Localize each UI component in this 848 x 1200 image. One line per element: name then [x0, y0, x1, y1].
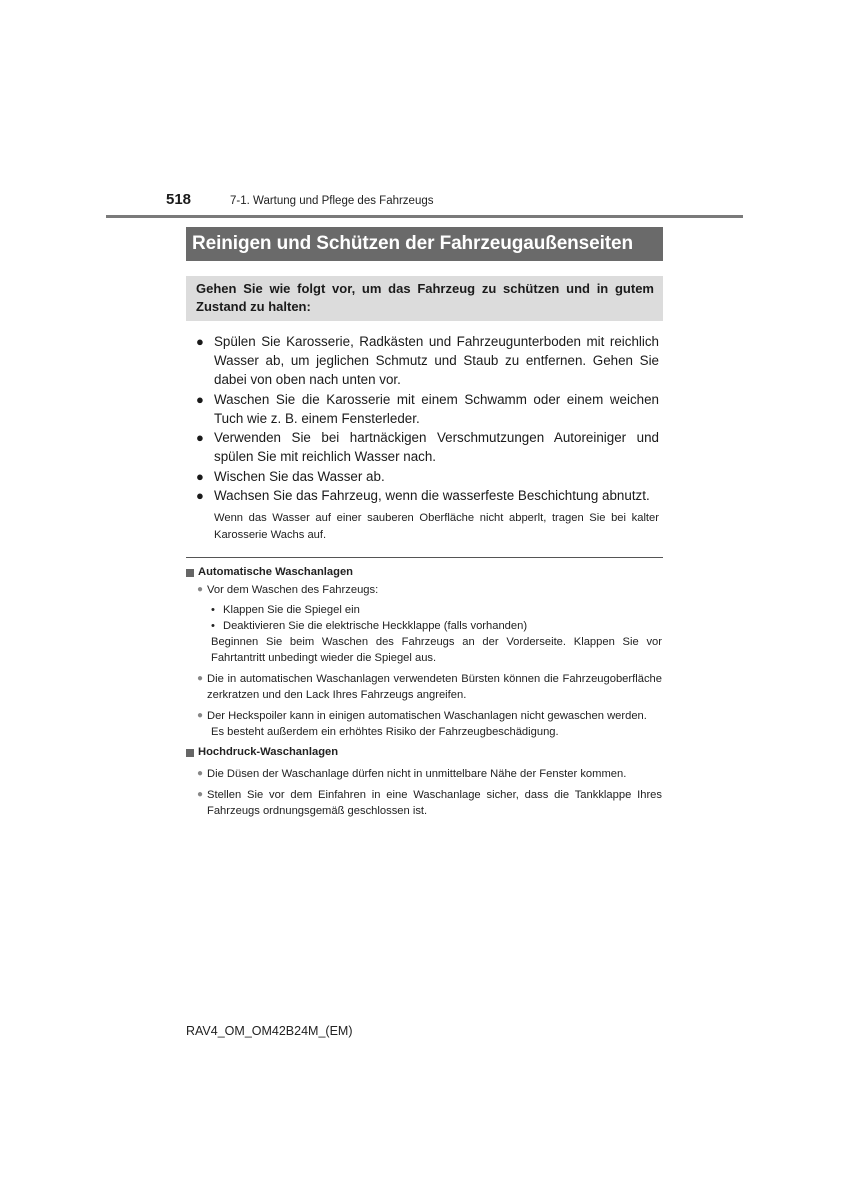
- info-section: [186, 564, 662, 819]
- info-item: [197, 766, 662, 782]
- list-item-text: Wachsen Sie das Fahrzeug, wenn die wasserfeste Beschichtung abnutzt.: [214, 488, 650, 503]
- sub-heading-highpressure: [186, 744, 662, 761]
- sub-list-item: [211, 618, 662, 634]
- bullet-dot-icon: ●: [196, 391, 204, 407]
- header-rule: [106, 215, 743, 218]
- bullet-dot-icon: ●: [196, 334, 204, 349]
- footer-doc-code: RAV4_OM_OM42B24M_(EM): [186, 1024, 353, 1038]
- list-item: [196, 390, 659, 428]
- info-item: [197, 708, 662, 724]
- sub-heading-text: Hochdruck-Waschanlagen: [198, 746, 339, 758]
- info-item-text: Die Düsen der Waschanlage dürfen nicht in unmittelbare Nähe der Fenster kommen.: [207, 768, 627, 780]
- circle-bullet-icon: ●: [197, 789, 204, 800]
- wax-note: Wenn das Wasser auf einer sauberen Oberfläche nicht abperlt, tragen Sie bei kalter Karosserie Wachs auf.: [214, 512, 659, 541]
- info-item-continuation: Beginnen Sie beim Waschen des Fahrzeugs an der Vorderseite. Klappen Sie vor Fahrtantritt unbedingt wieder die Spiegel aus.: [211, 636, 662, 664]
- sub-list-item-text: Deaktivieren Sie die elektrische Heckklappe (falls vorhanden): [223, 620, 528, 632]
- list-item-text: Verwenden Sie bei hartnäckigen Verschmutzungen Autoreiniger und spülen Sie mit reichlich Wasser nach.: [214, 430, 659, 464]
- list-item: [196, 486, 659, 505]
- circle-bullet-icon: ●: [197, 584, 204, 595]
- section-divider: [186, 557, 663, 558]
- list-item: [196, 467, 659, 486]
- list-item: [196, 332, 659, 389]
- square-bullet-icon: [186, 749, 194, 757]
- info-item: [197, 582, 662, 598]
- bullet-dot-icon: ●: [196, 430, 204, 445]
- sub-list-item-text: Klappen Sie die Spiegel ein: [223, 604, 360, 616]
- sub-heading-automatic: [186, 564, 662, 581]
- square-bullet-icon: [186, 569, 194, 577]
- intro-box: Gehen Sie wie folgt vor, um das Fahrzeug zu schützen und in gutem Zustand zu halten:: [186, 276, 663, 321]
- circle-bullet-icon: ●: [197, 710, 204, 721]
- list-item-text: Waschen Sie die Karosserie mit einem Schwamm oder einem weichen Tuch wie z. B. einem Fensterleder.: [214, 391, 659, 426]
- small-bullet-icon: •: [211, 604, 215, 616]
- list-item-text: Spülen Sie Karosserie, Radkästen und Fahrzeugunterboden mit reichlich Wasser ab, um jeglichen Schmutz und Staub zu entfernen. Gehen Sie dabei von oben nach unten vor.: [214, 334, 659, 387]
- bullet-list: [196, 332, 659, 544]
- page-title: Reinigen und Schützen der Fahrzeugaußenseiten: [192, 233, 633, 254]
- list-item: [196, 428, 659, 466]
- info-item: [197, 787, 662, 819]
- info-item-text: Der Heckspoiler kann in einigen automatischen Waschanlagen nicht gewaschen werden.: [207, 710, 647, 722]
- small-bullet-icon: •: [211, 620, 215, 632]
- list-item-text: Wischen Sie das Wasser ab.: [214, 468, 385, 484]
- bullet-dot-icon: ●: [196, 468, 204, 484]
- bullet-dot-icon: ●: [196, 488, 204, 503]
- info-item-continuation: Es besteht außerdem ein erhöhtes Risiko der Fahrzeugbeschädigung.: [211, 726, 559, 738]
- info-item-text: Vor dem Waschen des Fahrzeugs:: [207, 584, 379, 596]
- section-path: 7-1. Wartung und Pflege des Fahrzeugs: [230, 195, 434, 207]
- sub-list-item: [211, 602, 662, 618]
- info-item-text: Die in automatischen Waschanlagen verwendeten Bürsten können die Fahrzeugoberfläche zerkratzen und den Lack Ihres Fahrzeugs angreifen.: [207, 673, 662, 701]
- circle-bullet-icon: ●: [197, 768, 204, 779]
- title-bar: [186, 227, 663, 261]
- page-number: 518: [166, 191, 192, 208]
- info-item-text: Stellen Sie vor dem Einfahren in eine Waschanlage sicher, dass die Tankklappe Ihres Fahrzeugs ordnungsgemäß geschlossen ist.: [207, 789, 662, 817]
- circle-bullet-icon: ●: [197, 673, 204, 684]
- sub-heading-text: Automatische Waschanlagen: [198, 566, 354, 578]
- info-item: [197, 671, 662, 703]
